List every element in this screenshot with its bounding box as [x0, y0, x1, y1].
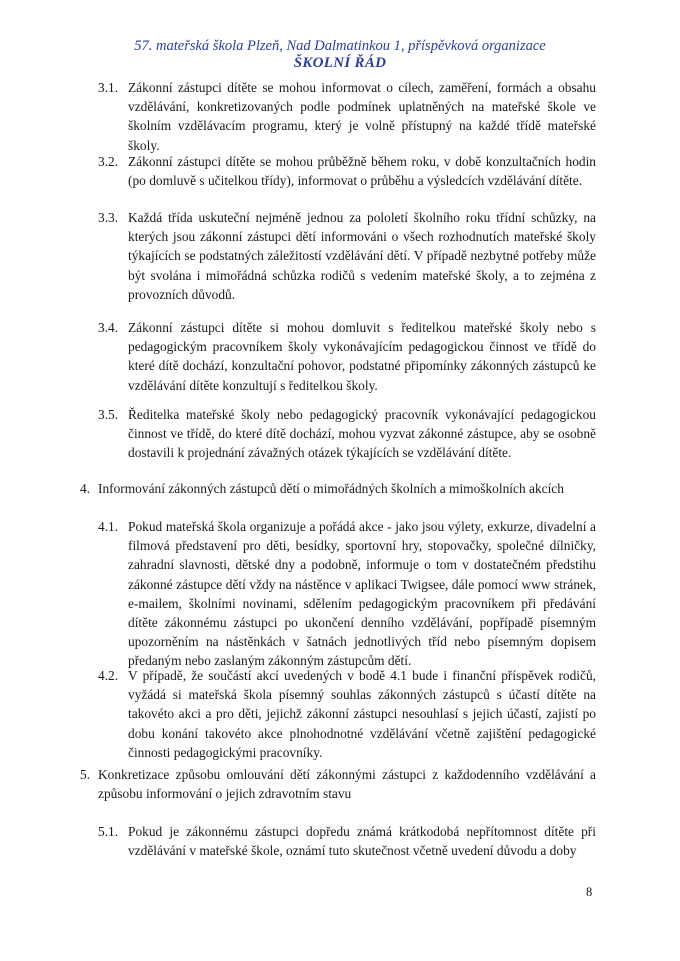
page-number: 8 — [586, 885, 593, 899]
paragraph-text: Každá třída uskuteční nejméně jednou za pololetí školního roku třídní schůzky, na kterých jsou zákonní zástupci dětí informováni o všech rozhodnutích mateřské školy týkajících se podstatných záležitostí vzdělávání dětí. V případě nezbytné potřeby může být svolána i mimořádná schůzka rodičů s vedením mateřské školy, a to zejména z provozních důvodů. — [128, 210, 596, 302]
section-number: 5. — [80, 767, 91, 782]
paragraph-number: 5.1. — [98, 824, 119, 839]
paragraph-text: V případě, že součástí akcí uvedených v bodě 4.1 bude i finanční příspěvek rodičů, vyžádá si mateřská škola písemný souhlas zákonných zástupců s účastí dítěte na takovéto akci a pro děti, jejichž zákonní zástupci nesouhlasí s jejich účastí, zajistí po dobu konání takovéto akce plnohodnotné vzdělávání včetně zajištění pedagogické činnosti pedagogickými pracovníky. — [128, 668, 596, 760]
paragraph-text: Pokud je zákonnému zástupci dopředu známá krátkodobá nepřítomnost dítěte při vzdělávání v mateřské škole, oznámí tuto skutečnost včetně uvedení důvodu a doby — [128, 824, 596, 859]
paragraph-number: 4.2. — [98, 668, 119, 683]
header-organization: 57. mateřská škola Plzeň, Nad Dalmatinkou 1, příspěvková organizace — [134, 38, 546, 54]
header-title: ŠKOLNÍ ŘÁD — [293, 55, 387, 71]
paragraph-number: 3.4. — [98, 320, 119, 335]
paragraph-text: Zákonní zástupci dítěte si mohou domluvit s ředitelkou mateřské školy nebo s pedagogickým pracovníkem školy vykonávajícím pedagogickou činnost ve třídě do které dítě dochází, konzultační pohovor, podstatné připomínky zákonných zástupců ke vzdělávání dítěte konzultují s ředitelkou školy. — [128, 320, 596, 393]
paragraph-number: 3.2. — [98, 154, 119, 169]
section-text: Informování zákonných zástupců dětí o mimořádných školních a mimoškolních akcích — [98, 481, 564, 496]
paragraph-number: 4.1. — [98, 519, 119, 534]
paragraph-text: Zákonní zástupci dítěte se mohou informovat o cílech, zaměření, formách a obsahu vzdělávání, konkretizovaných podle podmínek uplatněných na mateřské škole ve školním vzdělávacím programu, který je volně přístupný na každé třídě mateřské školy. — [128, 80, 596, 153]
paragraph-text: Zákonní zástupci dítěte se mohou průběžně během roku, v době konzultačních hodin (po domluvě s učitelkou třídy), informovat o průběhu a výsledcích vzdělávání dítěte. — [128, 154, 596, 189]
paragraph-number: 3.5. — [98, 407, 119, 422]
paragraph-number: 3.1. — [98, 80, 119, 95]
paragraph-number: 3.3. — [98, 210, 119, 225]
paragraph-text: Pokud mateřská škola organizuje a pořádá akce - jako jsou výlety, exkurze, divadelní a filmová představení pro děti, besídky, sportovní hry, stopovačky, společné dílničky, zahradní slavnosti, dětské dny a podobně, informuje o tom v dostatečném předstihu zákonné zástupce dětí vždy na nástěnce v aplikaci Twigsee, dále pomocí www stránek, e-mailem, školními novinami, sdělením pedagogickým pracovníkem při předávání dítěte zákonnému zástupci po ukončení denního vzdělávání, popřípadě písemným upozorněním na nástěnkách v šatnách jednotlivých tříd nebo písemným dopisem předaným nebo zaslaným zákonným zástupcům dětí. — [128, 519, 596, 669]
section-text: Konkretizace způsobu omlouvání dětí zákonnými zástupci z každodenního vzdělávání a způsobu informování o jejich zdravotním stavu — [98, 767, 596, 802]
paragraph-text: Ředitelka mateřské školy nebo pedagogický pracovník vykonávající pedagogickou činnost ve třídě, do které dítě dochází, mohou vyzvat zákonné zástupce, aby se osobně dostavili k projednání závažných otázek týkajících se vzdělávání dítěte. — [128, 407, 596, 461]
section-number: 4. — [80, 481, 91, 496]
